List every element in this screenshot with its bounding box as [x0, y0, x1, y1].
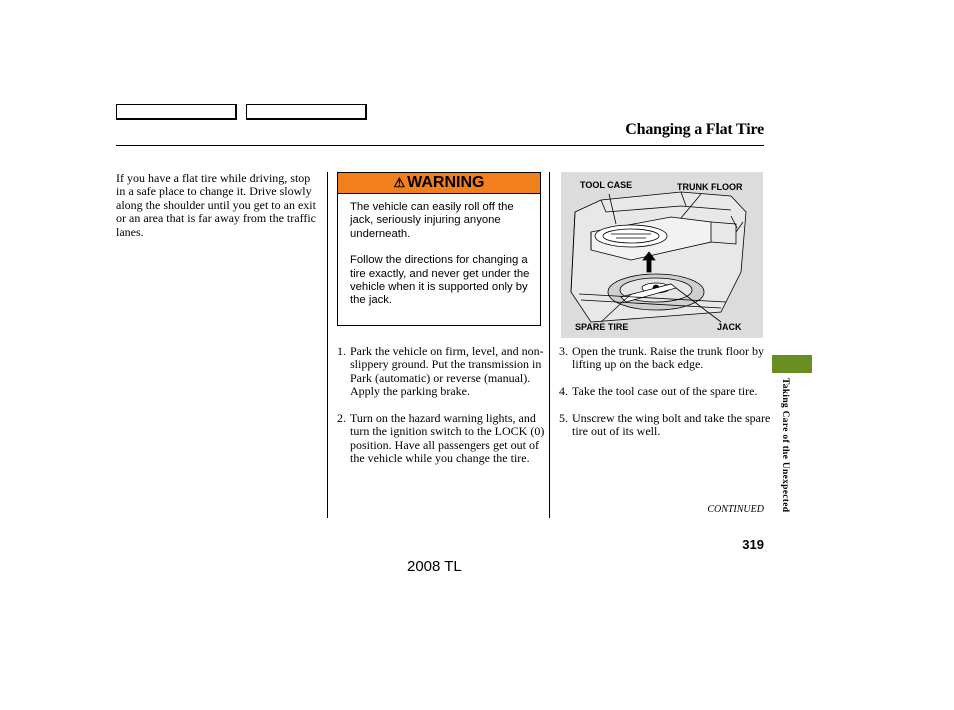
step-number: 2.	[337, 411, 346, 426]
page-title: Changing a Flat Tire	[625, 121, 764, 138]
warning-label: WARNING	[407, 174, 485, 191]
nav-box-next[interactable]	[246, 104, 367, 120]
step-number: 3.	[559, 344, 568, 358]
warning-triangle-icon: ⚠	[393, 175, 406, 190]
step-text: Take the tool case out of the spare tire.	[572, 384, 758, 399]
model-label: 2008 TL	[407, 558, 462, 575]
warning-paragraph: Follow the directions for changing a tire exactly, and never get under the vehicle when it is supported only by the jack.	[350, 254, 530, 307]
page-number: 319	[742, 537, 764, 552]
label-jack: JACK	[717, 322, 742, 332]
step-text: Turn on the hazard warning lights, and turn the ignition switch to the LOCK (0) position. Have all passengers get out of the vehicle while you change the tire.	[350, 411, 545, 466]
step-number: 4.	[559, 384, 568, 399]
list-item	[559, 385, 771, 398]
label-tool-case: TOOL CASE	[580, 180, 633, 190]
list-item	[559, 412, 771, 439]
column-divider-left	[327, 172, 328, 518]
trunk-illustration	[561, 172, 763, 338]
nav-box-previous[interactable]	[116, 104, 237, 120]
step-text: Open the trunk. Raise the trunk floor by lifting up on the back edge.	[572, 344, 764, 372]
warning-header	[338, 173, 540, 194]
step-number: 1.	[337, 344, 346, 358]
trunk-drawing	[561, 172, 763, 338]
warning-paragraph: The vehicle can easily roll off the jack, seriously injuring anyone underneath.	[350, 201, 514, 240]
list-item	[337, 345, 545, 399]
continued-note: CONTINUED	[707, 504, 764, 515]
warning-box	[337, 172, 541, 326]
label-trunk-floor: TRUNK FLOOR	[677, 182, 743, 192]
intro-paragraph: If you have a flat tire while driving, stop in a safe place to change it. Drive slowly along the shoulder until you get to an exit or an area that is far away from the traffic lanes.	[116, 171, 317, 239]
title-divider	[116, 145, 764, 146]
section-tab-label: Taking Care of the Unexpected	[780, 378, 790, 513]
label-spare-tire: SPARE TIRE	[575, 322, 629, 332]
step-text: Park the vehicle on firm, level, and non-slippery ground. Put the transmission in Park (automatic) or reverse (manual). Apply the parking brake.	[350, 344, 544, 399]
steps-list-left	[337, 345, 545, 479]
step-text: Unscrew the wing bolt and take the spare tire out of its well.	[572, 411, 771, 439]
section-tab[interactable]	[772, 355, 812, 373]
column-divider-right	[549, 172, 550, 518]
list-item	[559, 345, 771, 372]
steps-list-right	[559, 345, 771, 452]
list-item	[337, 412, 545, 466]
step-number: 5.	[559, 411, 568, 425]
